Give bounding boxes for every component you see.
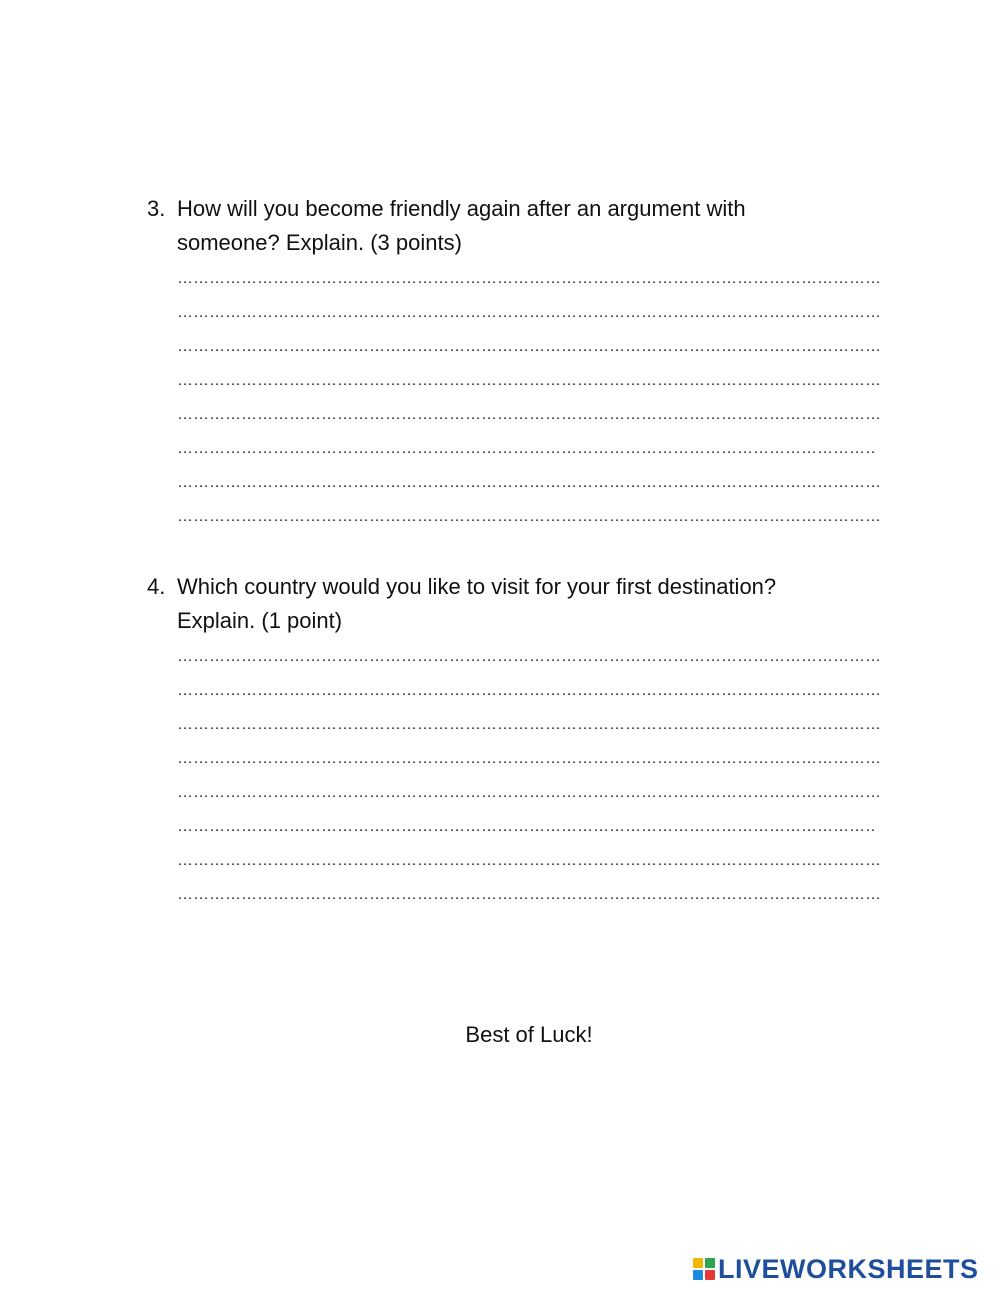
logo-text: LIVEWORKSHEETS	[718, 1253, 979, 1284]
answer-line[interactable]	[177, 330, 882, 364]
answer-line[interactable]	[177, 742, 882, 776]
answer-line[interactable]	[177, 432, 877, 466]
answer-line[interactable]	[177, 674, 882, 708]
answer-line[interactable]	[177, 878, 882, 912]
question-text	[177, 570, 887, 638]
question-text-line: How will you become friendly again after an argument with	[177, 196, 746, 221]
question-number: 3.	[147, 196, 166, 221]
question-3	[147, 192, 887, 534]
logo-square	[693, 1270, 703, 1280]
question-4	[147, 570, 887, 912]
question-text-line: Explain. (1 point)	[177, 608, 343, 633]
question-3-heading	[147, 192, 887, 260]
closing-message: Best of Luck!	[465, 1022, 593, 1047]
logo-mark-icon	[693, 1258, 715, 1280]
answer-line[interactable]	[177, 810, 877, 844]
answer-line[interactable]	[177, 364, 882, 398]
logo-square	[693, 1258, 703, 1268]
question-4-heading	[147, 570, 887, 638]
answer-line[interactable]	[177, 844, 882, 878]
answer-line[interactable]	[177, 500, 882, 534]
question-number: 4.	[147, 574, 166, 599]
logo-square	[705, 1270, 715, 1280]
question-text-line: Which country would you like to visit for your first destination?	[177, 574, 777, 599]
answer-line[interactable]	[177, 708, 882, 742]
answer-line[interactable]	[177, 776, 882, 810]
logo-square	[705, 1258, 715, 1268]
liveworksheets-logo	[693, 1254, 979, 1284]
answer-area-4[interactable]	[177, 640, 887, 912]
answer-line[interactable]	[177, 296, 882, 330]
answer-line[interactable]	[177, 466, 882, 500]
question-text	[177, 192, 887, 260]
answer-area-3[interactable]	[177, 262, 887, 534]
answer-line[interactable]	[177, 640, 882, 674]
question-text-line: someone? Explain. (3 points)	[177, 230, 462, 255]
answer-line[interactable]	[177, 262, 882, 296]
answer-line[interactable]	[177, 398, 882, 432]
